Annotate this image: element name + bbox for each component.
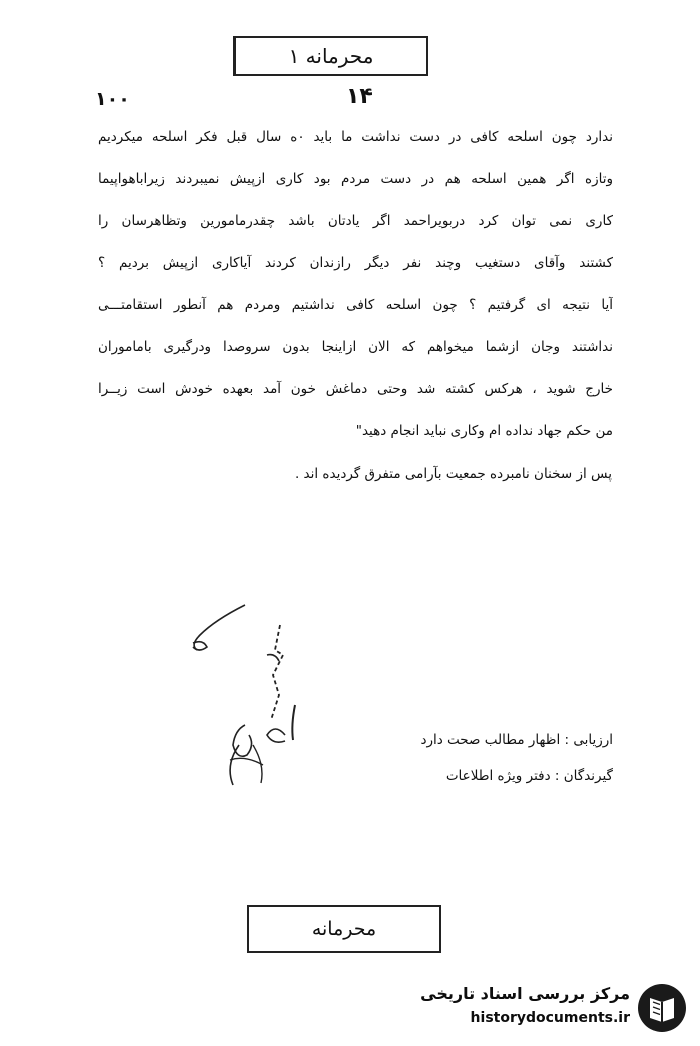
watermark	[420, 978, 692, 1038]
body-line: ندارد چون اسلحه کافی در دست نداشت ما باید ۰ه سال قبل فکر اسلحه میکردیم	[98, 129, 613, 145]
body-line: کاری نمی توان کرد دربویراحمد اگر یادتان باشد چقدرمامورین وتظاهرسان را	[98, 213, 613, 229]
body-line: وتازه اگر همین اسلحه هم در دست مردم بود کاری ازپیش نمیبردند زیراباهواپیما	[98, 171, 613, 187]
confidential-stamp-bottom-text: محرمانه	[311, 918, 377, 940]
body-line: آیا نتیجه ای گرفتیم ؟ چون اسلحه کافی نداشتیم ومردم هم آنطور استقامتـــی	[98, 297, 613, 313]
page-number: ۱۴	[346, 84, 373, 109]
document-code: ۱۰۰	[95, 88, 130, 110]
book-logo-icon	[636, 982, 688, 1034]
watermark-title: مرکز بررسی اسناد تاریخی	[420, 984, 630, 1003]
confidential-stamp-top-text: محرمانه ۱	[288, 44, 374, 68]
recipients-line: گیرندگان : دفتر ویژه اطلاعات	[445, 768, 613, 784]
body-line: خارج شوید ، هرکس کشته شد وحتی دماغش خون آمد بعهده خودش است زیــرا	[98, 381, 613, 397]
evaluation-line: ارزیابی : اظهار مطالب صحت دارد	[420, 732, 613, 748]
confidential-stamp-top	[233, 36, 428, 76]
body-line: نداشتند وجان ازشما میخواهم که الان ازاینجا بدون سروصدا ودرگیری باماموران	[98, 339, 613, 355]
handwritten-signature	[175, 595, 335, 795]
confidential-stamp-bottom	[247, 905, 441, 953]
document-body	[98, 124, 613, 460]
body-line-last: من حکم جهاد نداده ام وکاری نباید انجام دهید"	[355, 423, 613, 439]
body-line: کشتند وآقای دستغیب وچند نفر دیگر رازندان کردند آیاکاری ازپیش بردیم ؟	[98, 255, 613, 271]
watermark-url: historydocuments.ir	[470, 1010, 630, 1026]
closing-statement: پس از سخنان نامبرده جمعیت بآرامی متفرق گردیده اند .	[294, 466, 612, 482]
